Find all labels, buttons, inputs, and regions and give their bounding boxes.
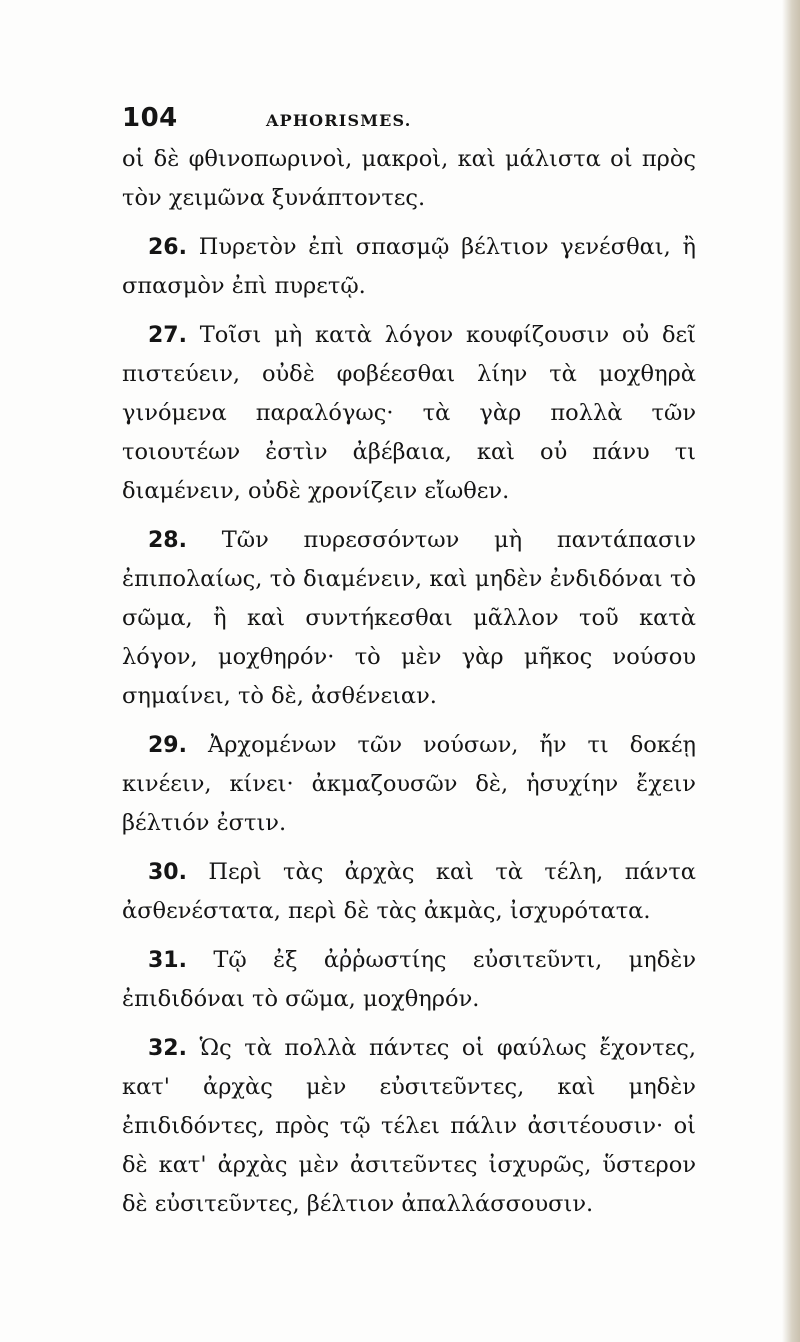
- aphorism-number: 30.: [148, 860, 187, 885]
- aphorism-number: 27.: [148, 323, 187, 348]
- aphorism-number: 29.: [148, 733, 187, 758]
- paragraph-text: οἱ δὲ φθινοπωρινοὶ, μακροὶ, καὶ μάλιστα οἱ πρὸς τὸν χειμῶνα ξυνάπτοντες.: [122, 146, 696, 211]
- page-number: 104: [122, 103, 178, 133]
- aphorism-32: [122, 1029, 696, 1224]
- aphorism-28: [122, 521, 696, 716]
- aphorism-31: [122, 941, 696, 1019]
- running-title: APHORISMES.: [266, 111, 412, 130]
- aphorism-text: Ἀρχομένων τῶν νούσων, ἤν τι δοκέῃ κινέειν, κίνει· ἀκμαζουσῶν δὲ, ἡσυχίην ἔχειν βέλτιόν ἐστιν.: [122, 732, 697, 836]
- page-header: [122, 103, 682, 143]
- continued-paragraph: [122, 140, 696, 218]
- aphorism-text: Τῶν πυρεσσόντων μὴ παντάπασιν ἐπιπολαίως, τὸ διαμένειν, καὶ μηδὲν ἐνδιδόναι τὸ σῶμα, ἢ καὶ συντήκεσθαι μᾶλλον τοῦ κατὰ λόγον, μοχθηρόν· τὸ μὲν γὰρ μῆκος νούσου σημαίνει, τὸ δὲ, ἀσθένειαν.: [122, 527, 697, 709]
- aphorism-number: 28.: [148, 528, 187, 553]
- aphorism-text: Περὶ τὰς ἀρχὰς καὶ τὰ τέλη, πάντα ἀσθενέστατα, περὶ δὲ τὰς ἀκμὰς, ἰσχυρότατα.: [122, 859, 696, 924]
- aphorism-text: Πυρετὸν ἐπὶ σπασμῷ βέλτιον γενέσθαι, ἢ σπασμὸν ἐπὶ πυρετῷ.: [122, 234, 696, 299]
- aphorism-30: [122, 853, 696, 931]
- aphorism-29: [122, 726, 696, 843]
- aphorisms-text: [122, 140, 696, 1234]
- aphorism-text: Τῷ ἐξ ἀῤῥωστίης εὐσιτεῦντι, μηδὲν ἐπιδιδόναι τὸ σῶμα, μοχθηρόν.: [122, 947, 696, 1012]
- aphorism-number: 26.: [148, 235, 187, 260]
- aphorism-text: Ὡς τὰ πολλὰ πάντες οἱ φαύλως ἔχοντες, κατ' ἀρχὰς μὲν εὐσιτεῦντες, καὶ μηδὲν ἐπιδιδόντες, πρὸς τῷ τέλει πάλιν ἀσιτέουσιν· οἱ δὲ κατ' ἀρχὰς μὲν ἀσιτεῦντες ἰσχυρῶς, ὕστερον δὲ εὐσιτεῦντες, βέλτιον ἀπαλλάσσουσιν.: [122, 1035, 697, 1217]
- aphorism-text: Τοῖσι μὴ κατὰ λόγον κουφίζουσιν οὐ δεῖ πιστεύειν, οὐδὲ φοβέεσθαι λίην τὰ μοχθηρὰ γινόμενα παραλόγως· τὰ γὰρ πολλὰ τῶν τοιουτέων ἐστὶν ἀβέβαια, καὶ οὐ πάνυ τι διαμένειν, οὐδὲ χρονίζειν εἴωθεν.: [122, 322, 697, 504]
- aphorism-number: 31.: [148, 948, 187, 973]
- page-edge-shadow: [782, 0, 800, 1342]
- aphorism-26: [122, 228, 696, 306]
- aphorism-number: 32.: [148, 1036, 187, 1061]
- aphorism-27: [122, 316, 696, 511]
